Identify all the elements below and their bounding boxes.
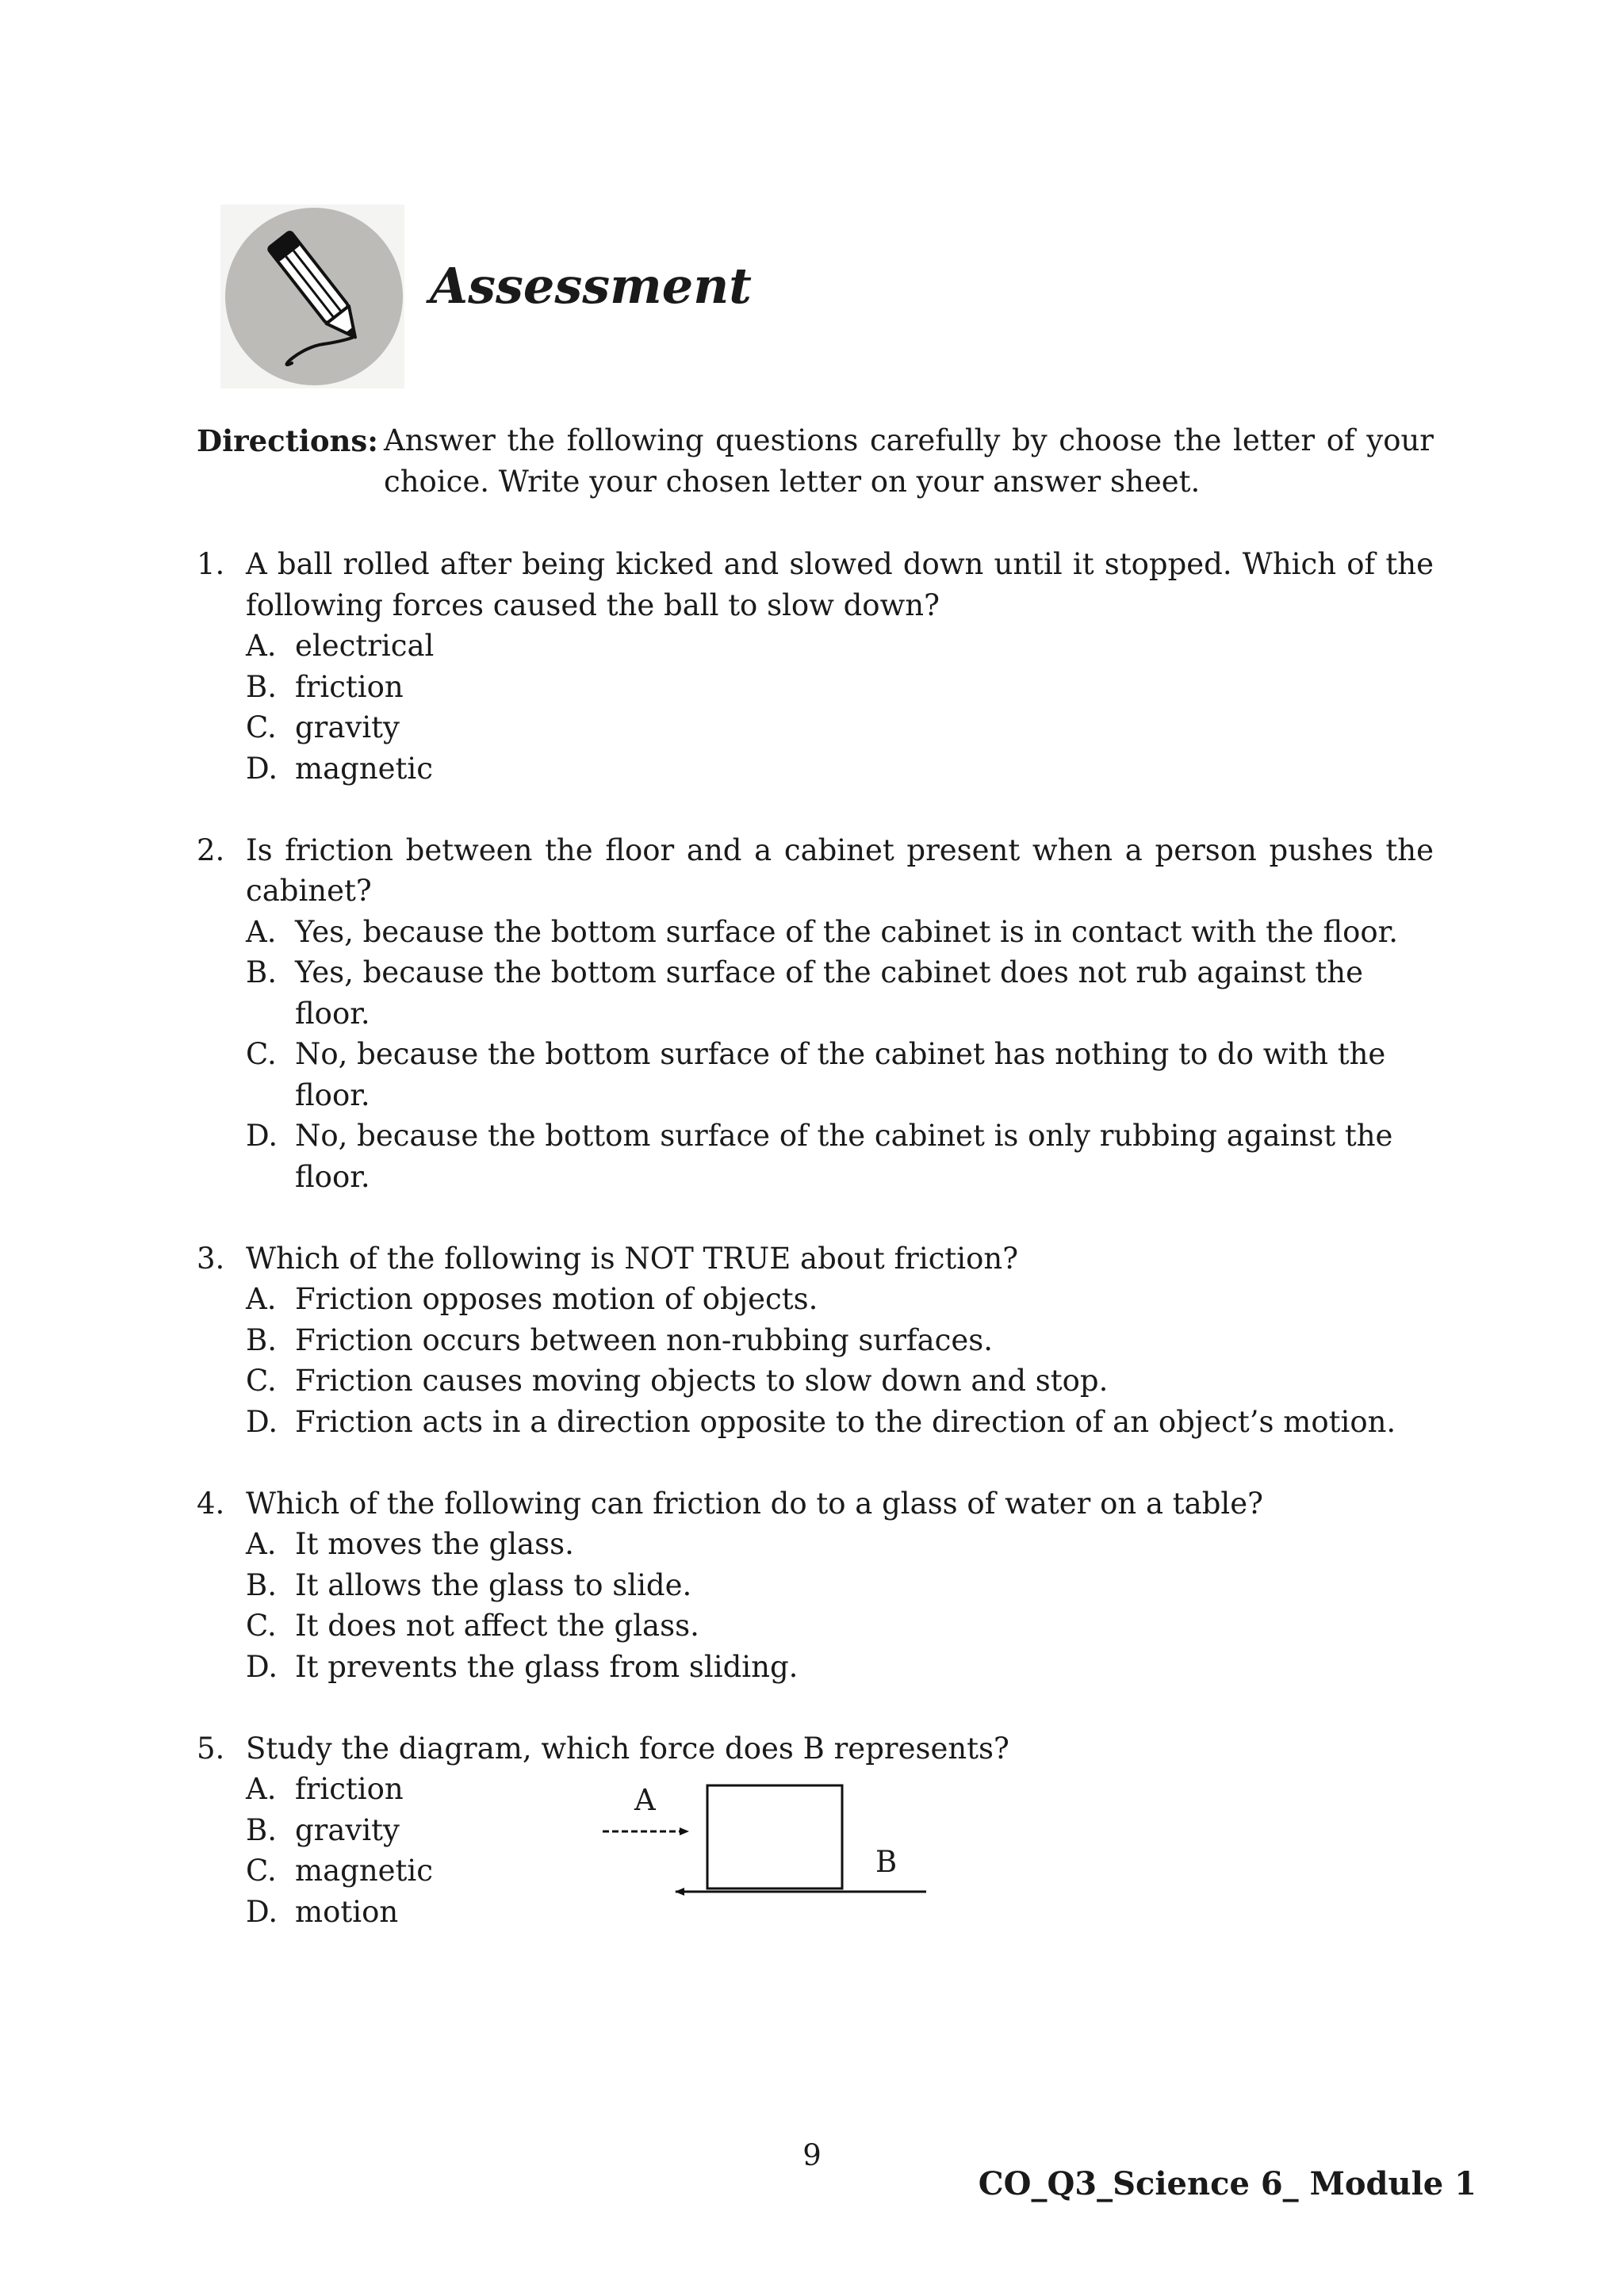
option-letter: C. bbox=[246, 1037, 277, 1071]
option-letter: A. bbox=[246, 1282, 277, 1316]
question-3 bbox=[197, 1238, 1434, 1443]
option-letter: C. bbox=[246, 1609, 277, 1643]
option-text: It prevents the glass from sliding. bbox=[295, 1649, 799, 1684]
option-letter: D. bbox=[246, 1894, 278, 1929]
option-letter: A. bbox=[246, 1527, 277, 1561]
label-b: B bbox=[875, 1845, 898, 1879]
option-text: It does not affect the glass. bbox=[295, 1609, 699, 1643]
question-2 bbox=[197, 830, 1434, 1198]
option-d bbox=[246, 1402, 1434, 1443]
question-text: A ball rolled after being kicked and slowed down until it stopped. Which of the following forces caused the ball to slow down? bbox=[246, 547, 1434, 622]
option-letter: C. bbox=[246, 1364, 277, 1398]
option-letter: B. bbox=[246, 1567, 277, 1602]
question-text: Is friction between the floor and a cabinet present when a person pushes the cabinet? bbox=[246, 832, 1434, 908]
option-d bbox=[246, 1647, 1434, 1688]
option-text: motion bbox=[295, 1894, 399, 1929]
option-letter: B. bbox=[246, 669, 277, 704]
option-b bbox=[246, 952, 1434, 1034]
option-b bbox=[246, 667, 1434, 708]
box bbox=[707, 1785, 842, 1888]
question-4 bbox=[197, 1483, 1434, 1688]
option-a bbox=[246, 1279, 1434, 1320]
option-c bbox=[246, 1605, 1434, 1647]
question-text: Which of the following is NOT TRUE about friction? bbox=[246, 1241, 1019, 1276]
option-letter: C. bbox=[246, 710, 277, 744]
option-letter: D. bbox=[246, 1404, 278, 1439]
option-letter: A. bbox=[246, 914, 277, 949]
option-a bbox=[246, 912, 1434, 953]
option-a bbox=[246, 1524, 1434, 1565]
option-text: It allows the glass to slide. bbox=[295, 1567, 692, 1602]
option-text: electrical bbox=[295, 629, 435, 663]
question-number: 2. bbox=[197, 832, 225, 867]
option-a bbox=[246, 626, 1434, 667]
directions-label: Directions: bbox=[197, 423, 378, 458]
option-text: gravity bbox=[295, 710, 400, 744]
option-text: friction bbox=[295, 669, 404, 704]
option-text: magnetic bbox=[295, 751, 433, 786]
option-text: Yes, because the bottom surface of the cabinet does not rub against the floor. bbox=[295, 955, 1363, 1031]
option-letter: B. bbox=[246, 1812, 277, 1847]
option-c bbox=[246, 707, 1434, 748]
option-text: Friction acts in a direction opposite to the direction of an object’s motion. bbox=[295, 1404, 1396, 1439]
directions-text: Answer the following questions carefully by choose the letter of your choice. Write your chosen letter on your answer sheet. bbox=[384, 423, 1434, 499]
option-text: No, because the bottom surface of the cabinet has nothing to do with the floor. bbox=[295, 1037, 1386, 1112]
question-number: 4. bbox=[197, 1486, 225, 1521]
option-letter: D. bbox=[246, 1649, 278, 1684]
option-letter: D. bbox=[246, 751, 278, 786]
directions bbox=[197, 420, 1434, 503]
page-number: 9 bbox=[802, 2138, 822, 2172]
question-number: 1. bbox=[197, 547, 225, 581]
option-letter: A. bbox=[246, 629, 277, 663]
question-1 bbox=[197, 544, 1434, 789]
question-number: 3. bbox=[197, 1241, 225, 1276]
option-letter: C. bbox=[246, 1854, 277, 1888]
module-code: CO_Q3_Science 6_ Module 1 bbox=[978, 2165, 1477, 2202]
option-letter: A. bbox=[246, 1772, 277, 1806]
option-c bbox=[246, 1034, 1434, 1115]
option-text: gravity bbox=[295, 1812, 400, 1847]
option-text: magnetic bbox=[295, 1854, 433, 1888]
option-text: friction bbox=[295, 1772, 404, 1806]
option-text: No, because the bottom surface of the cabinet is only rubbing against the floor. bbox=[295, 1119, 1393, 1194]
option-letter: D. bbox=[246, 1119, 278, 1153]
option-c bbox=[246, 1360, 1434, 1402]
question-number: 5. bbox=[197, 1731, 225, 1766]
force-diagram bbox=[587, 1768, 952, 1927]
label-a: A bbox=[634, 1783, 656, 1817]
option-letter: B. bbox=[246, 955, 277, 989]
option-d bbox=[246, 1115, 1434, 1197]
option-text: Friction causes moving objects to slow down and stop. bbox=[295, 1364, 1109, 1398]
option-text: Friction opposes motion of objects. bbox=[295, 1282, 818, 1316]
option-d bbox=[246, 748, 1434, 790]
option-text: Yes, because the bottom surface of the cabinet is in contact with the floor. bbox=[295, 914, 1399, 949]
option-b bbox=[246, 1320, 1434, 1361]
option-letter: B. bbox=[246, 1322, 277, 1357]
question-text: Which of the following can friction do to a glass of water on a table? bbox=[246, 1486, 1263, 1521]
option-text: It moves the glass. bbox=[295, 1527, 574, 1561]
pencil-icon bbox=[220, 205, 404, 388]
page-title: Assessment bbox=[430, 257, 752, 315]
option-b bbox=[246, 1565, 1434, 1606]
question-text: Study the diagram, which force does B represents? bbox=[246, 1731, 1009, 1766]
option-text: Friction occurs between non-rubbing surfaces. bbox=[295, 1322, 994, 1357]
question-list bbox=[197, 544, 1434, 1973]
